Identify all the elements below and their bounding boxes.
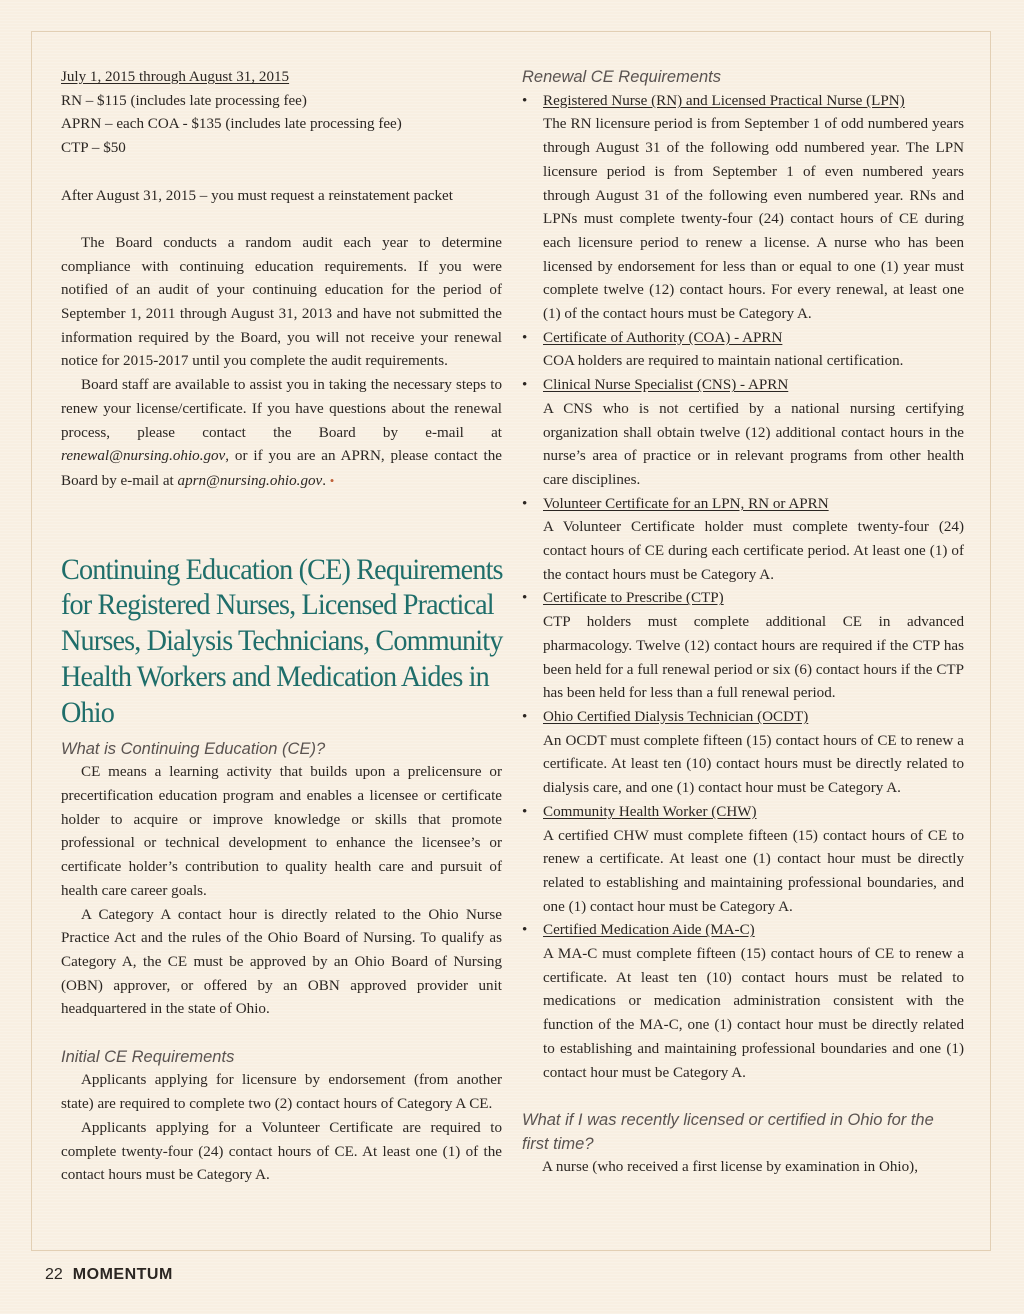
requirement-item-coa — [522, 327, 964, 374]
recently-licensed-heading: What if I was recently licensed or certified in Ohio for the first time? — [522, 1110, 934, 1153]
requirement-item-mac — [522, 919, 964, 1085]
what-is-ce-paragraph-1: CE means a learning activity that builds upon a prelicensure or precertification education program and enables a licensee or certificate holder to acquire or improve knowledge or skills that promote professional or technical development to enhance the licensee’s or certificate holder’s contribution to quality health care and pursuit of health care career goals. — [61, 764, 502, 899]
reinstatement-line: After August 31, 2015 – you must request a reinstatement packet — [61, 187, 453, 204]
requirement-item-rn-lpn — [522, 90, 964, 327]
requirement-title: • Certified Medication Aide (MA-C) — [543, 922, 755, 939]
fee-line-aprn: APRN – each COA - $135 (includes late processing fee) — [61, 116, 402, 133]
requirement-body: A CNS who is not certified by a national nursing certifying organization shall obtain twelve (12) additional contact hours in the nurse’s area of practice or in relevant programs from other health care disciplines. — [543, 400, 964, 488]
requirement-title: • Volunteer Certificate for an LPN, RN or APRN — [543, 495, 829, 512]
fees-heading: July 1, 2015 through August 31, 2015 — [61, 69, 290, 85]
what-is-ce-heading: What is Continuing Education (CE)? — [61, 739, 326, 758]
requirement-body: An OCDT must complete fifteen (15) contact hours of CE to renew a certificate. At least ten (10) contact hours must be directly related to dialysis care, and one (1) contact hour must be Category A. — [543, 732, 964, 797]
requirement-item-chw — [522, 801, 964, 920]
requirement-item-ctp — [522, 587, 964, 706]
requirement-body: A certified CHW must complete fifteen (15) contact hours of CE to renew a certificate. At least one (1) contact hour must be directly related to establishing and maintaining professional boundaries, and one (1) contact hour must be Category A. — [543, 827, 964, 915]
end-of-article-mark: • — [329, 472, 335, 488]
requirement-body: A MA-C must complete fifteen (15) contact hours of CE to renew a certificate. At least ten (10) contact hours must be related to medications or medication administration consistent with the function of the MA-C, one (1) contact hour must be directly related to establishing and maintaining professional boundaries and one (1) contact hour must be Category A. — [543, 946, 964, 1081]
publication-name: MOMENTUM — [72, 1266, 173, 1283]
recently-licensed-paragraph: A nurse (who received a first license by examination in Ohio), — [542, 1159, 918, 1176]
requirement-body: A Volunteer Certificate holder must complete twenty-four (24) contact hours of CE during each certificate period. At least one (1) of the contact hours must be Category A. — [543, 519, 964, 583]
initial-ce-paragraph-2: Applicants applying for a Volunteer Certificate are required to complete twenty-four (24) contact hours of CE. At least one (1) of the contact hours must be Category A. — [61, 1119, 502, 1184]
requirement-body: The RN licensure period is from September 1 of odd numbered years through August 31 of the following odd numbered year. The LPN licensure period is from September 1 of even numbered years through August 31 of the following even numbered year. RNs and LPNs must complete twenty-four (24) contact hours of CE during each licensure period to renew a license. A nurse who has been licensed by endorsement for less than or equal to one (1) year must complete twelve (12) contact hours. For every renewal, at least one (1) of the contact hours must be Category A. — [543, 116, 964, 323]
page-footer — [45, 1266, 173, 1284]
audit-paragraph: The Board conducts a random audit each year to determine compliance with continuing education requirements. If you were notified of an audit of your continuing education for the period of September 1, 2011 through August 31, 2013 and have not submitted the information required by the Board, you will not receive your renewal notice for 2015-2017 until you complete the audit requirements. — [61, 234, 502, 370]
aprn-email-link[interactable]: aprn@nursing.ohio.gov — [177, 472, 323, 489]
requirement-item-volunteer — [522, 493, 964, 588]
requirement-item-ocdt — [522, 706, 964, 801]
right-column — [522, 66, 964, 1180]
initial-ce-paragraph-1: Applicants applying for licensure by endorsement (from another state) are required to complete two (2) contact hours of Category A CE. — [61, 1072, 502, 1113]
requirement-title: • Community Health Worker (CHW) — [543, 803, 757, 820]
fee-line-ctp: CTP – $50 — [61, 140, 126, 157]
requirement-body: CTP holders must complete additional CE in advanced pharmacology. Twelve (12) contact hours are required if the CTP has been held for a full renewal period or six (6) contact hours if the CTP has been held for less than a full renewal period. — [543, 614, 964, 702]
renewal-ce-heading: Renewal CE Requirements — [522, 68, 722, 86]
initial-ce-heading: Initial CE Requirements — [61, 1047, 235, 1066]
page-number: 22 — [45, 1266, 63, 1283]
assist-paragraph: Board staff are available to assist you in taking the necessary steps to renew your license/certificate. If you have questions about the renewal process, please contact the Board by e-mail at renewal@nursing.ohio.gov, or if you are an APRN, please contact the Board by e-mail at aprn@nursing.ohio.gov. • — [61, 377, 502, 489]
left-column — [61, 66, 502, 1188]
requirement-title: • Certificate to Prescribe (CTP) — [543, 590, 724, 607]
requirement-title: • Certificate of Authority (COA) - APRN — [543, 329, 783, 346]
requirement-body: COA holders are required to maintain national certification. — [543, 353, 904, 370]
requirement-title: • Ohio Certified Dialysis Technician (OCDT) — [543, 708, 809, 725]
renewal-email-link[interactable]: renewal@nursing.ohio.gov — [61, 448, 226, 465]
requirement-title: • Registered Nurse (RN) and Licensed Practical Nurse (LPN) — [543, 92, 905, 109]
what-is-ce-paragraph-2: A Category A contact hour is directly related to the Ohio Nurse Practice Act and the rules of the Ohio Board of Nursing. To qualify as Category A, the CE must be approved by an Ohio Board of Nursing (OBN) approver, or offered by an OBN approved provider unit headquartered in the state of Ohio. — [61, 906, 502, 1018]
requirement-item-cns — [522, 374, 964, 493]
requirement-title: • Clinical Nurse Specialist (CNS) - APRN — [543, 377, 789, 394]
article-title: Continuing Education (CE) Requirements for Registered Nurses, Licensed Practical Nurses, Dialysis Technicians, Community Health Workers and Medication Aides in Ohio — [61, 552, 503, 729]
fee-line-rn: RN – $115 (includes late processing fee) — [61, 92, 307, 109]
